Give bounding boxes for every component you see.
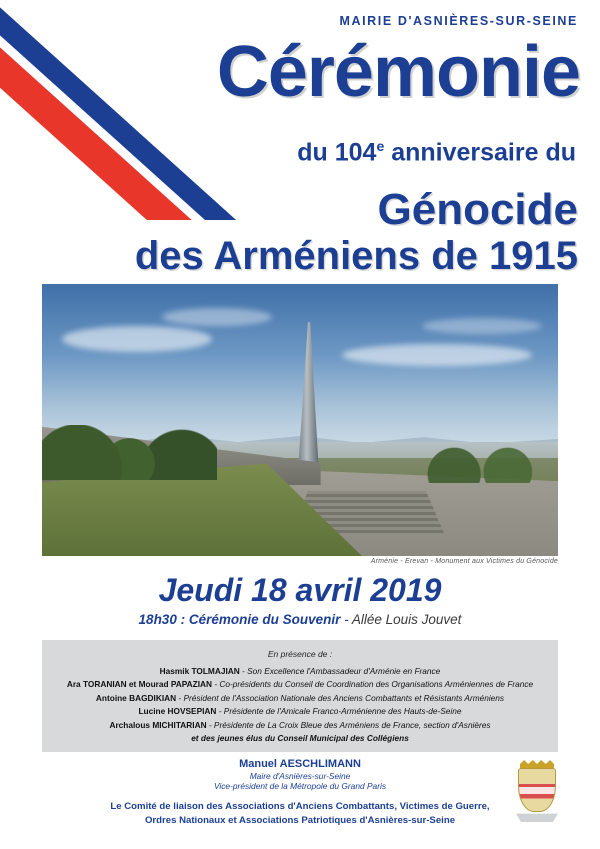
event-place: Allée Louis Jouvet <box>351 612 462 627</box>
page-title: Cérémonie <box>216 32 580 112</box>
anniversary-subtitle <box>297 138 576 167</box>
photo-block <box>42 284 558 565</box>
list-item <box>42 719 558 732</box>
guest-name: Lucine HOVSEPIAN <box>138 706 217 717</box>
guest-role: - Co-présidents du Conseil de Coordination des Organisations Arméniennes de France <box>212 679 534 690</box>
mayor-role-primary: Maire d'Asnières-sur-Seine <box>249 771 351 781</box>
guest-role: - Son Excellence l'Ambassadeur d'Arménie en France <box>239 666 441 676</box>
guest-role: - Présidente de l'Amicale Franco-Arménienne des Hauts-de-Seine <box>216 706 462 717</box>
title-line-genocide: Génocide <box>377 185 578 234</box>
title-line-armenians: des Arméniens de 1915 <box>134 234 578 278</box>
shield-band <box>519 787 555 794</box>
list-item <box>42 665 558 678</box>
anniversary-ordinal: e <box>376 138 385 154</box>
footer-line-2: Ordres Nationaux et Associations Patriotiques d'Asnières-sur-Seine <box>144 814 456 826</box>
footer-line-1: Le Comité de liaison des Associations d'Anciens Combattants, Victimes de Guerre, <box>110 801 490 812</box>
shield-icon <box>518 768 556 812</box>
guests-closing: et des jeunes élus du Conseil Municipal des Collégiens <box>191 733 409 744</box>
signature-block <box>0 758 600 791</box>
event-time-place <box>0 612 600 627</box>
photo-trees-left <box>42 425 217 479</box>
guests-intro: En présence de : <box>267 649 333 659</box>
guests-panel <box>42 640 558 752</box>
mairie-label: MAIRIE D'ASNIÈRES-SUR-SEINE <box>339 14 578 28</box>
event-separator: - <box>340 612 352 627</box>
photo-cloud <box>62 326 212 352</box>
photo-cloud <box>342 344 532 366</box>
mayor-role-secondary: Vice-président de la Métropole du Grand Paris <box>213 781 387 791</box>
footer-text <box>0 800 600 828</box>
photo-caption: Arménie - Erevan - Monument aux Victimes du Génocide <box>370 558 558 565</box>
list-item <box>42 678 558 691</box>
monument-photo <box>42 284 558 556</box>
guest-name: Hasmik TOLMAJIAN <box>159 666 240 676</box>
anniversary-suffix: anniversaire du <box>384 138 576 167</box>
guests-list <box>42 665 558 746</box>
event-date: Jeudi 18 avril 2019 <box>158 572 442 608</box>
photo-cloud <box>422 318 542 334</box>
guest-name: Antoine BAGDIKIAN <box>95 692 177 703</box>
guest-name: Ara TORANIAN et Mourad PAPAZIAN <box>66 679 213 690</box>
guest-name: Archalous MICHITARIAN <box>109 719 207 730</box>
photo-cloud <box>162 308 272 326</box>
list-item <box>42 692 558 705</box>
coat-of-arms-icon <box>514 760 560 822</box>
anniversary-prefix: du 104 <box>297 138 377 167</box>
mayor-name: Manuel AESCHLIMANN <box>239 758 361 770</box>
guest-role: - Présidente de La Croix Bleue des Arméniens de France, section d'Asnières <box>206 719 491 730</box>
list-item <box>42 705 558 718</box>
guest-role: - Président de l'Association Nationale des Anciens Combattants et Résistants Arméniens <box>176 692 505 703</box>
photo-trees-right <box>414 439 548 483</box>
event-time: 18h30 : Cérémonie du Souvenir <box>138 612 341 627</box>
